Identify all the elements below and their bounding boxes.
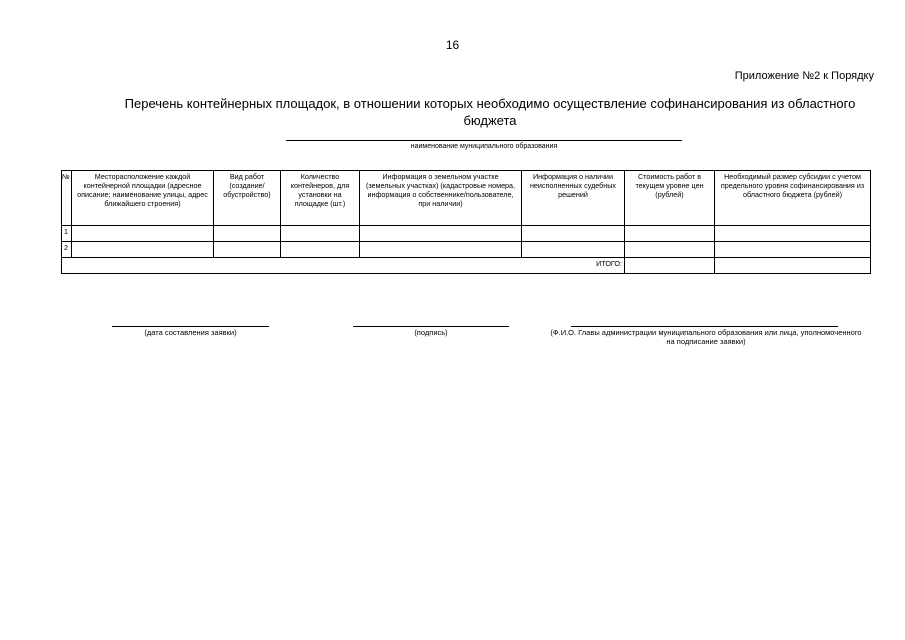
containers-table <box>61 170 871 274</box>
table-row <box>62 242 871 258</box>
total-subsidy-cell <box>715 258 871 274</box>
header-location: Месторасположение каждой контейнерной площадки (адресное описание: наименование улицы, адрес ближайшего строения) <box>72 171 214 226</box>
date-signature-line <box>112 326 269 327</box>
table-cell <box>360 242 522 258</box>
table-cell <box>360 226 522 242</box>
header-subsidy: Необходимый размер субсидии с учетом предельного уровня софинансирования из областного бюджета (рублей) <box>715 171 871 226</box>
header-land-info: Информация о земельном участке (земельных участках) (кадастровые номера, информация о собственнике/пользователе, при наличии) <box>360 171 522 226</box>
header-number: № <box>62 171 72 226</box>
municipality-line <box>286 140 682 141</box>
page-number: 16 <box>445 38 460 52</box>
table-cell <box>715 226 871 242</box>
header-work-type: Вид работ (создание/ обустройство) <box>214 171 281 226</box>
table-cell <box>625 242 715 258</box>
header-court-decisions: Информация о наличии неисполненных судебных решений <box>522 171 625 226</box>
municipality-caption: наименование муниципального образования <box>410 143 558 150</box>
table-cell <box>281 226 360 242</box>
document-title: Перечень контейнерных площадок, в отношении которых необходимо осуществление софинансирования из областного бюджета <box>124 96 856 128</box>
total-row <box>62 258 871 274</box>
appendix-label: Приложение №2 к Порядку <box>734 70 874 82</box>
total-cost-cell <box>625 258 715 274</box>
table-row <box>62 226 871 242</box>
date-caption: (дата составления заявки) <box>144 328 237 337</box>
table-header-row <box>62 171 871 226</box>
table-cell <box>214 242 281 258</box>
table-cell <box>522 226 625 242</box>
name-caption: (Ф.И.О. Главы администрации муниципального образования или лица, уполномоченного на подписание заявки) <box>550 328 862 346</box>
table-cell <box>625 226 715 242</box>
header-container-count: Количество контейнеров, для установки на площадке (шт.) <box>281 171 360 226</box>
table-cell <box>281 242 360 258</box>
header-cost: Стоимость работ в текущем уровне цен (рублей) <box>625 171 715 226</box>
total-label: ИТОГО: <box>62 258 625 274</box>
table-cell <box>522 242 625 258</box>
row-number: 2 <box>62 242 72 258</box>
signature-caption: (подпись) <box>414 328 448 337</box>
table-cell <box>214 226 281 242</box>
table-cell <box>715 242 871 258</box>
table-cell <box>72 226 214 242</box>
signature-line <box>353 326 509 327</box>
name-signature-line <box>571 326 838 327</box>
row-number: 1 <box>62 226 72 242</box>
table-cell <box>72 242 214 258</box>
